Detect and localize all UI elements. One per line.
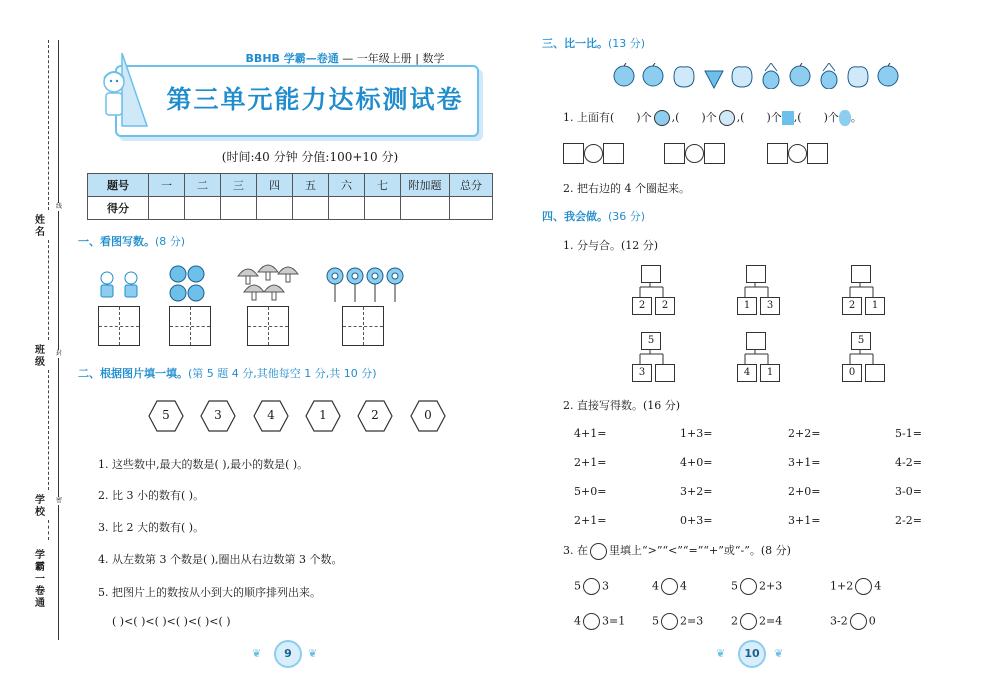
hexagon-number: 1 [319, 408, 327, 422]
compare-expression [574, 613, 625, 630]
expr-right: 2+3 [759, 579, 783, 593]
score-header-cell: 七 [365, 174, 401, 197]
answer-circle[interactable] [855, 578, 872, 595]
tree-number-box: 2 [655, 297, 675, 315]
score-cell[interactable] [329, 197, 365, 220]
name-label: 姓名 [35, 215, 45, 238]
score-header-cell: 五 [293, 174, 329, 197]
section-4-title: 四、我会做。(36 分) [542, 210, 646, 223]
tree-number-box: 2 [632, 297, 652, 315]
arith-problem[interactable]: 3+1= [788, 456, 821, 469]
time-score-info: (时间:40 分钟 分值:100+10 分) [221, 150, 399, 164]
peach-icon [719, 110, 735, 126]
sec3-question-1: 1. 上面有( )个 ,( )个 ,( )个 ,( )个 。 [563, 111, 862, 124]
pineapple-icon [821, 63, 837, 89]
number-hexagon[interactable] [200, 400, 236, 432]
apples-picture-icon [168, 264, 208, 304]
compare-circle[interactable] [685, 144, 704, 163]
answer-circle[interactable] [583, 613, 600, 630]
arith-problem[interactable]: 5-1= [895, 427, 922, 440]
arith-problem[interactable]: 1+3= [680, 427, 713, 440]
peach-icon [674, 67, 694, 87]
compare-expression [830, 613, 876, 630]
hexagon-number: 0 [424, 408, 432, 422]
compare-box[interactable] [807, 143, 828, 164]
number-hexagon[interactable] [357, 400, 393, 432]
cut-mark: 密 [55, 497, 62, 504]
arith-problem[interactable]: 2+0= [788, 485, 821, 498]
compare-expression [574, 578, 609, 595]
strawberry-icon [782, 111, 794, 125]
answer-grid-mushrooms[interactable] [247, 306, 289, 346]
order-sequence[interactable]: ( )<( )<( )<( )<( )<( ) [112, 615, 231, 628]
expr-left: 4 [652, 579, 659, 593]
tree-number-box: 1 [737, 297, 757, 315]
cut-mark: 封 [55, 350, 62, 357]
sec2-question-2: 2. 比 3 小的数有( )。 [98, 489, 205, 502]
score-cell[interactable] [185, 197, 221, 220]
expr-right: 3 [602, 579, 609, 593]
score-header-cell: 附加题 [401, 174, 450, 197]
expr-right: 3=1 [602, 614, 626, 628]
compare-circle[interactable] [788, 144, 807, 163]
answer-grid-apples[interactable] [169, 306, 211, 346]
expr-right: 0 [868, 614, 876, 628]
hexagon-number: 2 [371, 408, 379, 422]
number-hexagon[interactable] [253, 400, 289, 432]
expr-left: 5 [731, 579, 738, 593]
answer-circle[interactable] [740, 578, 757, 595]
binding-line [58, 40, 59, 640]
expr-right: 4 [680, 579, 687, 593]
arith-problem[interactable]: 5+0= [574, 485, 607, 498]
arith-problem[interactable]: 3-0= [895, 485, 922, 498]
score-row-label: 得分 [88, 197, 149, 220]
answer-grid-kids[interactable] [98, 306, 140, 346]
class-label: 班级 [35, 345, 45, 368]
compare-box[interactable] [704, 143, 725, 164]
compare-box[interactable] [664, 143, 685, 164]
fruit-row-picture [612, 63, 912, 89]
apple-icon [654, 110, 670, 126]
score-header-cell: 四 [257, 174, 293, 197]
arith-problem[interactable]: 2-2= [895, 514, 922, 527]
apple-icon [614, 63, 634, 86]
tree-number-box: 0 [842, 364, 862, 382]
arith-problem[interactable]: 2+1= [574, 456, 607, 469]
score-cell[interactable] [221, 197, 257, 220]
circle-icon [590, 543, 607, 560]
tree-number-box: 1 [760, 364, 780, 382]
tree-number-box: 1 [865, 297, 885, 315]
leaf-decoration-icon: ❦ [308, 647, 318, 660]
binding-dash [48, 240, 49, 340]
arith-problem[interactable]: 3+1= [788, 514, 821, 527]
binding-dash [48, 40, 49, 210]
score-cell[interactable] [450, 197, 493, 220]
number-hexagon[interactable] [410, 400, 446, 432]
arith-problem[interactable]: 2+2= [788, 427, 821, 440]
compare-expression [652, 613, 703, 630]
answer-grid-flowers[interactable] [342, 306, 384, 346]
score-header-cell: 二 [185, 174, 221, 197]
expr-left: 5 [652, 614, 659, 628]
expr-left: 3-2 [830, 614, 848, 628]
mushrooms-picture-icon [234, 262, 304, 304]
sec4-question-3: 3. 在 里填上“>”“<”“=”“+”或“-”。(8 分) [563, 542, 791, 560]
tree-number-box[interactable] [641, 265, 661, 283]
apple-icon [790, 63, 810, 86]
compare-expression [731, 578, 782, 595]
compare-expression [830, 578, 881, 595]
score-cell[interactable] [257, 197, 293, 220]
apple-icon [643, 63, 663, 86]
expr-right: 2=4 [759, 614, 783, 628]
tree-number-box: 3 [632, 364, 652, 382]
score-cell[interactable] [149, 197, 185, 220]
tree-number-box: 4 [737, 364, 757, 382]
sec3-question-2: 2. 把右边的 4 个圈起来。 [563, 182, 690, 195]
strawberry-icon [705, 71, 723, 88]
leaf-decoration-icon: ❦ [774, 647, 784, 660]
answer-circle[interactable] [661, 578, 678, 595]
tree-number-box: 3 [760, 297, 780, 315]
tree-number-box: 2 [842, 297, 862, 315]
sec2-question-1: 1. 这些数中,最大的数是( ),最小的数是( )。 [98, 458, 309, 471]
arith-problem[interactable]: 0+3= [680, 514, 713, 527]
arith-problem[interactable]: 3+2= [680, 485, 713, 498]
tree-number-box[interactable] [851, 265, 871, 283]
sec2-question-4: 4. 从左数第 3 个数是( ),圈出从右边数第 3 个数。 [98, 553, 343, 566]
expr-right: 2=3 [680, 614, 704, 628]
arith-problem[interactable]: 4-2= [895, 456, 922, 469]
page-number-right: 10 [738, 640, 766, 668]
expr-left: 4 [574, 614, 581, 628]
number-hexagon[interactable] [305, 400, 341, 432]
cut-mark: 线 [55, 203, 62, 210]
answer-circle[interactable] [740, 613, 757, 630]
hexagon-number: 4 [267, 408, 275, 422]
expr-left: 5 [574, 579, 581, 593]
section-3-title: 三、比一比。(13 分) [542, 37, 646, 50]
sec4-question-1: 1. 分与合。(12 分) [563, 239, 659, 252]
section-1-title: 一、看图写数。(8 分) [78, 235, 186, 248]
binding-dash [48, 370, 49, 490]
peach-icon [848, 67, 868, 87]
school-label: 学校 [35, 495, 45, 518]
pineapple-icon [839, 110, 851, 126]
pineapple-icon [763, 63, 779, 89]
leaf-decoration-icon: ❦ [716, 647, 726, 660]
page-number-left: 9 [274, 640, 302, 668]
score-header-cell: 一 [149, 174, 185, 197]
arith-problem[interactable]: 2+1= [574, 514, 607, 527]
girl-ruler-illustration [92, 48, 152, 128]
binding-dash [48, 520, 49, 540]
score-header-cell: 六 [329, 174, 365, 197]
peach-icon [732, 67, 752, 87]
compare-box[interactable] [563, 143, 584, 164]
score-cell[interactable] [365, 197, 401, 220]
score-header-cell: 题号 [88, 174, 149, 197]
answer-circle[interactable] [661, 613, 678, 630]
sec4-question-2: 2. 直接写得数。(16 分) [563, 399, 681, 412]
tree-number-box[interactable] [746, 265, 766, 283]
compare-expression [731, 613, 782, 630]
number-hexagon[interactable] [148, 400, 184, 432]
score-table [87, 173, 493, 220]
score-cell[interactable] [401, 197, 450, 220]
compare-circle[interactable] [584, 144, 603, 163]
series-label: 学霸一卷通 [35, 550, 45, 609]
tree-number-box[interactable] [746, 332, 766, 350]
kids-picture-icon [95, 268, 145, 304]
answer-circle[interactable] [583, 578, 600, 595]
section-2-title: 二、根据图片填一填。(第 5 题 4 分,其他每空 1 分,共 10 分) [78, 367, 377, 380]
sec2-question-5: 5. 把图片上的数按从小到大的顺序排列出来。 [98, 586, 321, 599]
tree-number-box: 5 [641, 332, 661, 350]
score-header-cell: 三 [221, 174, 257, 197]
tree-number-box[interactable] [865, 364, 885, 382]
hexagon-number: 3 [214, 408, 222, 422]
hexagon-number: 5 [162, 408, 170, 422]
compare-box[interactable] [767, 143, 788, 164]
score-cell[interactable] [293, 197, 329, 220]
compare-box[interactable] [603, 143, 624, 164]
arith-problem[interactable]: 4+0= [680, 456, 713, 469]
arith-problem[interactable]: 4+1= [574, 427, 607, 440]
leaf-decoration-icon: ❦ [252, 647, 262, 660]
tree-number-box[interactable] [655, 364, 675, 382]
expr-right: 4 [874, 579, 882, 593]
apple-icon [878, 63, 898, 86]
expr-left: 1+2 [830, 579, 854, 593]
answer-circle[interactable] [850, 613, 867, 630]
score-header-cell: 总分 [450, 174, 493, 197]
page-title: 第三单元能力达标测试卷 [166, 85, 464, 114]
sec2-question-3: 3. 比 2 大的数有( )。 [98, 521, 205, 534]
flowers-picture-icon [325, 264, 405, 304]
expr-left: 2 [731, 614, 738, 628]
tree-number-box: 5 [851, 332, 871, 350]
series-header: BBHB 学霸—卷通 — 一年级上册 | 数学 [245, 52, 445, 65]
compare-expression [652, 578, 687, 595]
